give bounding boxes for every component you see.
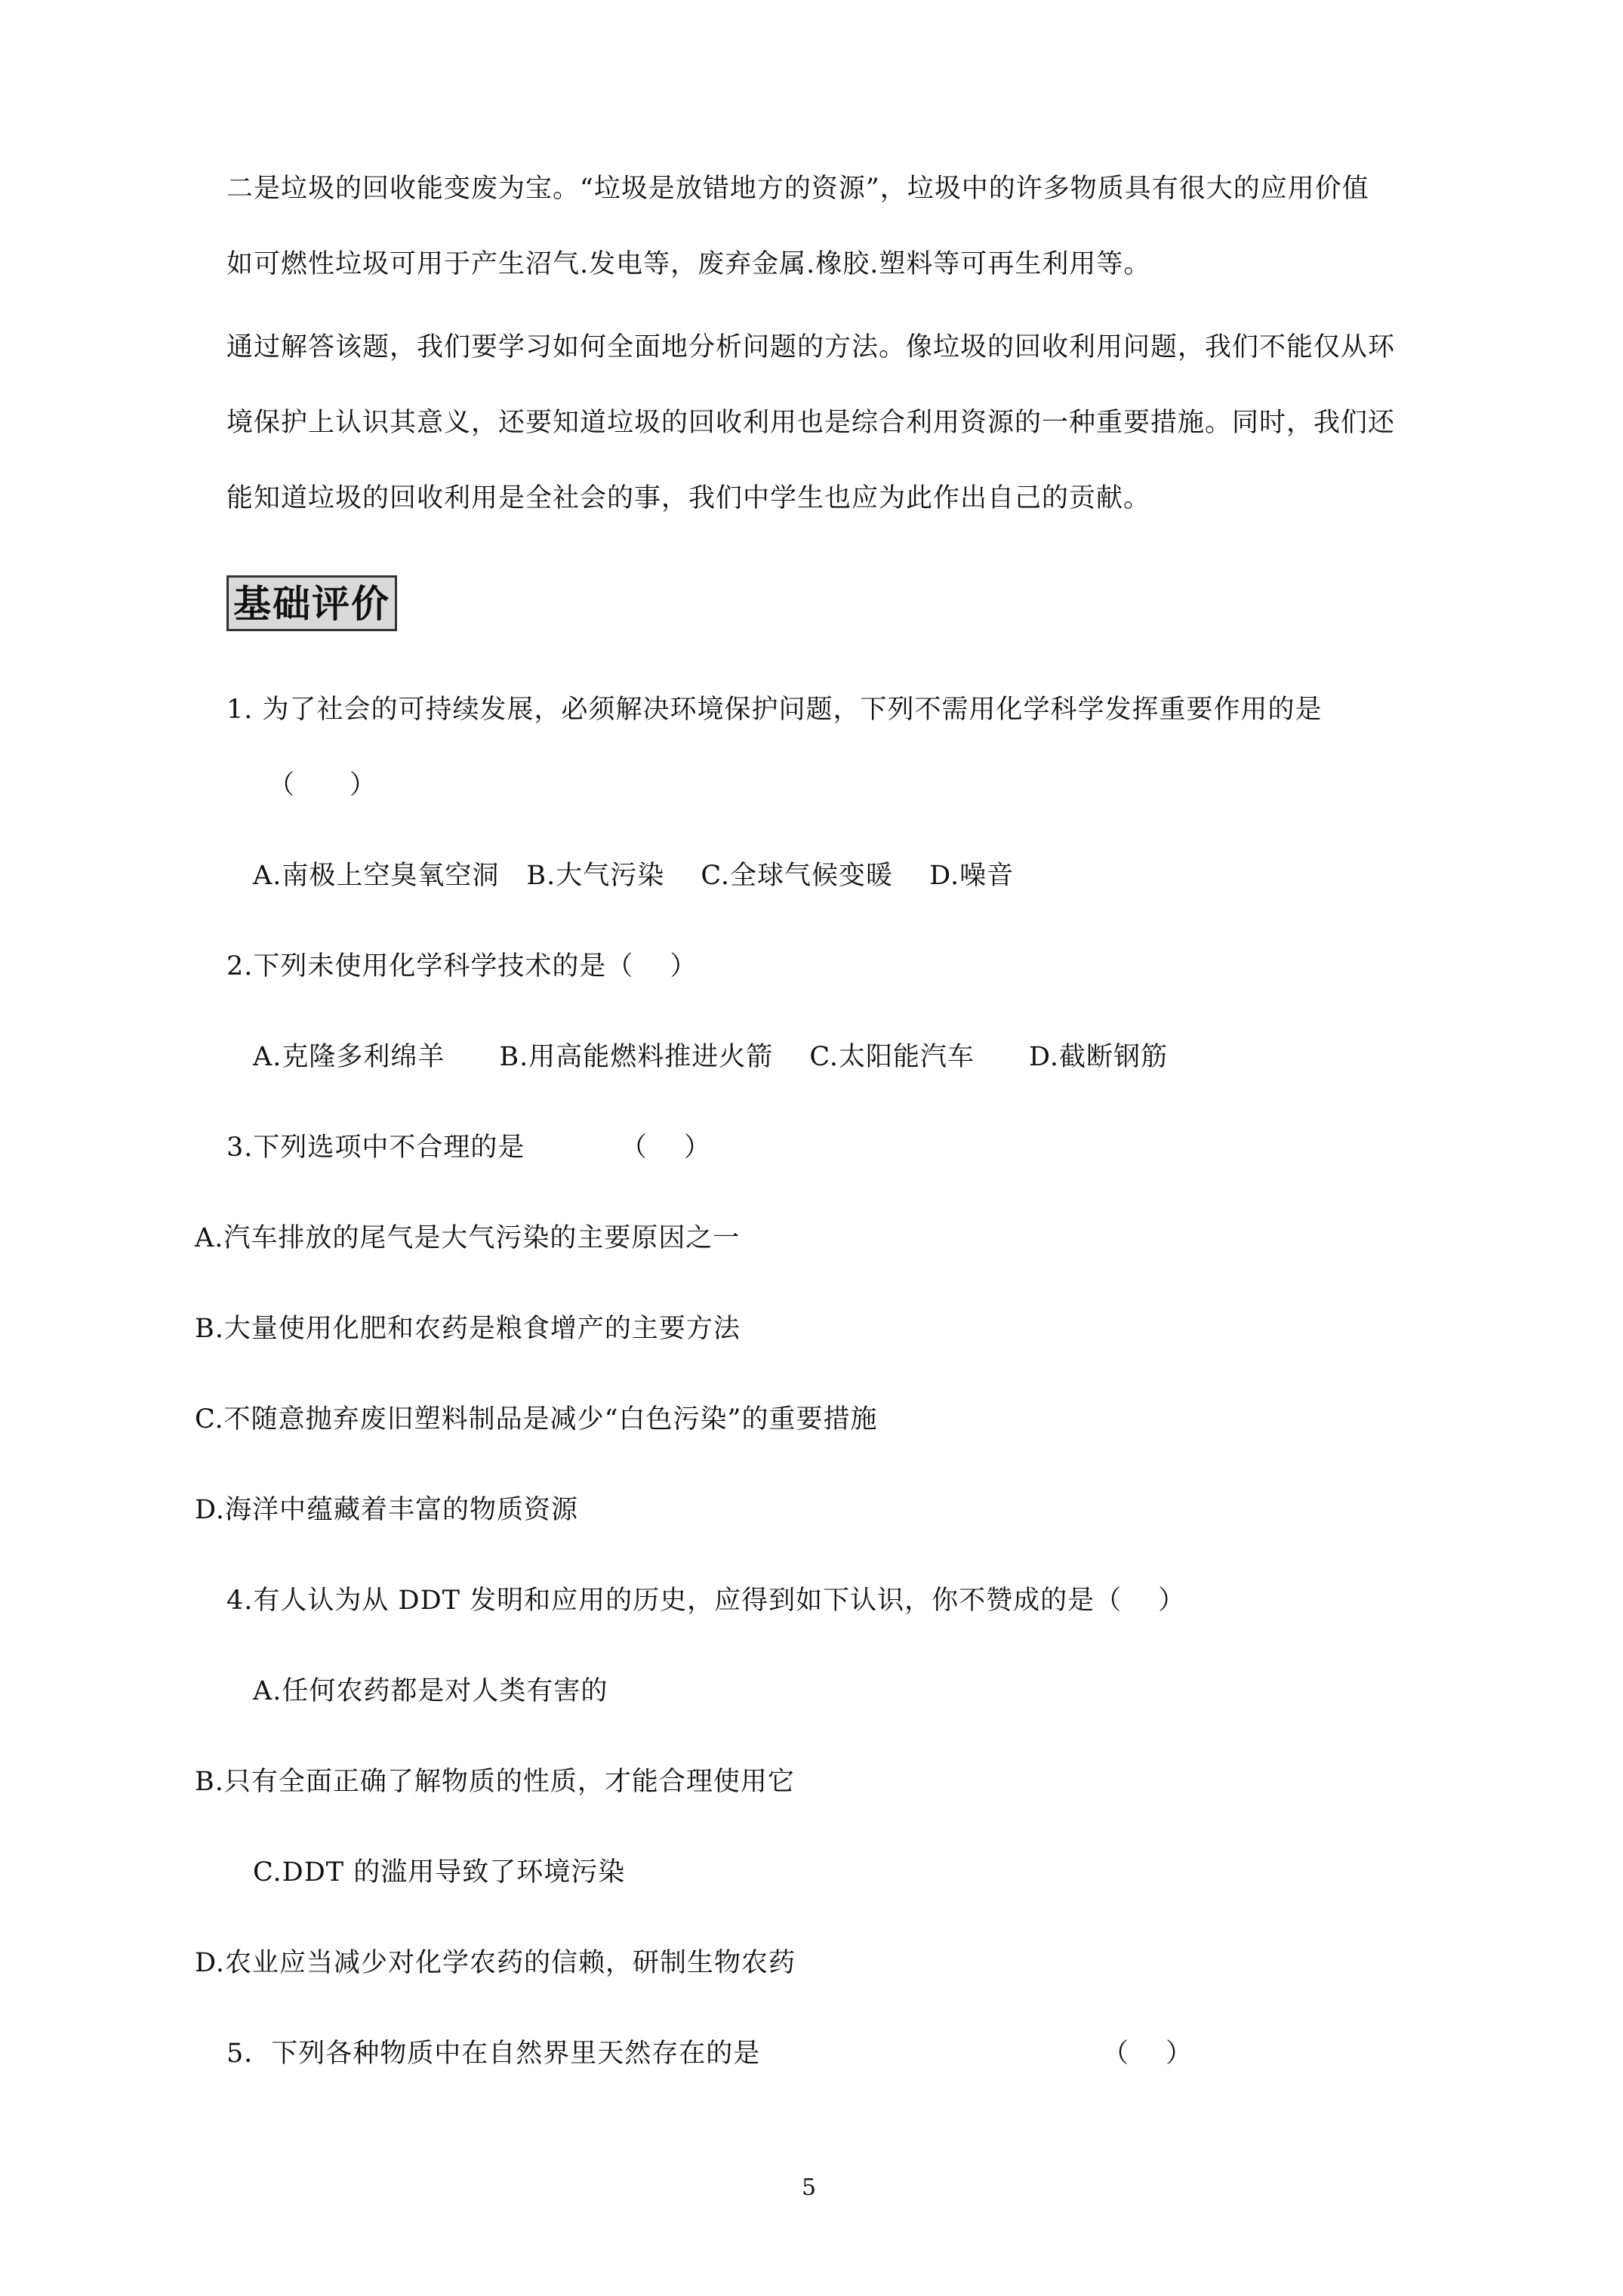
question-3-option-b: B.大量使用化肥和农药是粮食增产的主要方法 — [195, 1314, 741, 1344]
question-4-option-a: A.任何农药都是对人类有害的 — [253, 1676, 608, 1706]
question-3-option-d: D.海洋中蕴藏着丰富的物质资源 — [195, 1495, 578, 1525]
question-1-answer-blank: （ ） — [268, 770, 377, 800]
question-4-option-d: D.农业应当减少对化学农药的信赖，研制生物农药 — [195, 1948, 796, 1978]
page-number: 5 — [802, 2174, 817, 2201]
intro-paragraph-2-line-2: 境保护上认识其意义，还要知道垃圾的回收利用也是综合利用资源的一种重要措施。同时，我们还 — [226, 408, 1396, 438]
question-2-stem: 2.下列未使用化学科学技术的是（ ） — [226, 951, 698, 982]
question-1-options: A.南极上空臭氧空洞 B.大气污染 C.全球气候变暖 D.噪音 — [253, 861, 1015, 891]
question-4-option-b: B.只有全面正确了解物质的性质，才能合理使用它 — [195, 1767, 795, 1797]
question-5-stem: 5．下列各种物质中在自然界里天然存在的是 — [226, 2039, 761, 2069]
question-3-stem: 3.下列选项中不合理的是 （ ） — [226, 1133, 712, 1163]
question-4-stem: 4.有人认为从 DDT 发明和应用的历史，应得到如下认识，你不赞成的是（ ） — [226, 1586, 1186, 1616]
question-4-option-c: C.DDT 的滥用导致了环境污染 — [253, 1857, 626, 1888]
intro-paragraph-2-line-3: 能知道垃圾的回收利用是全社会的事，我们中学生也应为此作出自己的贡献。 — [226, 483, 1151, 513]
question-1-stem: 1. 为了社会的可持续发展，必须解决环境保护问题，下列不需用化学科学发挥重要作用的是 — [226, 695, 1323, 725]
intro-paragraph-1-line-1: 二是垃圾的回收能变废为宝。“垃圾是放错地方的资源”，垃圾中的许多物质具有很大的应用价值 — [226, 174, 1369, 204]
question-3-option-a: A.汽车排放的尾气是大气污染的主要原因之一 — [195, 1223, 741, 1253]
section-title: 基础评价 — [226, 575, 397, 631]
intro-paragraph-1-line-2: 如可燃性垃圾可用于产生沼气.发电等，废弃金属.橡胶.塑料等可再生利用等。 — [226, 249, 1151, 279]
intro-paragraph-2-line-1: 通过解答该题，我们要学习如何全面地分析问题的方法。像垃圾的回收利用问题，我们不能仅从环 — [226, 332, 1396, 362]
question-2-options: A.克隆多利绵羊 B.用高能燃料推进火箭 C.太阳能汽车 D.截断钢筋 — [253, 1042, 1168, 1072]
question-5-answer-blank: （ ） — [1102, 2039, 1193, 2069]
question-3-option-c: C.不随意抛弃废旧塑料制品是减少“白色污染”的重要措施 — [195, 1404, 878, 1435]
